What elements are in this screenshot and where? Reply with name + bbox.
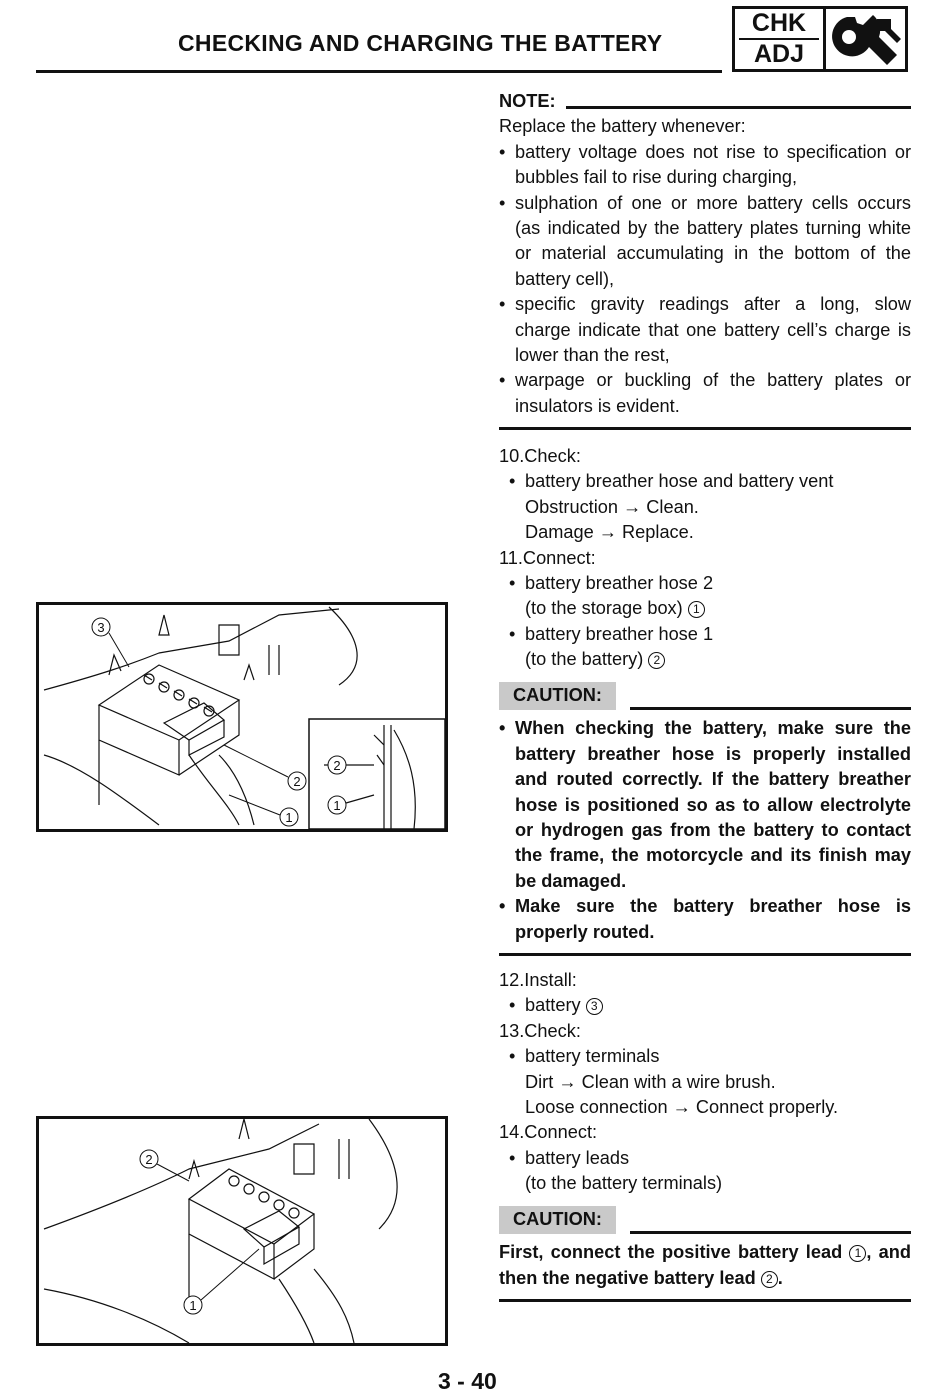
note-item: • specific gravity readings after a long, slow charge indicate that one battery cell’s charge is lower than the rest, (499, 292, 911, 368)
step-13-title: 13.Check: (499, 1020, 581, 1041)
note-end-rule (499, 427, 911, 430)
steps-10-11 (499, 444, 911, 673)
callout-ref: 2 (761, 1271, 778, 1288)
step-10-line: Obstruction → Clean. (525, 496, 699, 517)
note-item: • warpage or buckling of the battery plates or insulators is evident. (499, 368, 911, 419)
caution-item: • Make sure the battery breather hose is properly routed. (499, 894, 911, 945)
caution-item: • When checking the battery, make sure the battery breather hose is properly installed and routed correctly. If the battery breather hose is positioned so as to allow electrolyte or hydrogen gas from the battery to contact the frame, the motorcycle and its finish may be damaged. (499, 716, 911, 894)
figure-callout: 1 (189, 1298, 197, 1313)
steps-12-14 (499, 968, 911, 1197)
step-12-item (499, 993, 911, 1018)
caution-text-part: . (777, 1267, 783, 1288)
note-item: • sulphation of one or more battery cells occurs (as indicated by the battery plates turning white or material accumulating in the bottom of the battery cell), (499, 191, 911, 293)
step-12-title: 12.Install: (499, 970, 577, 990)
caution-label: CAUTION: (499, 1206, 616, 1234)
step-10-line: Damage → Replace. (525, 522, 694, 543)
figure-callout: 1 (333, 798, 341, 813)
caution-end-rule (499, 953, 911, 956)
section-badge (732, 6, 908, 72)
note-intro: Replace the battery whenever: (499, 116, 746, 137)
step-14-sub: (to the battery terminals) (525, 1173, 723, 1194)
step-12-item-text: battery (525, 995, 581, 1016)
caution-text (499, 1240, 911, 1291)
step-11-title: 11.Connect: (499, 547, 596, 568)
figure-callout: 2 (145, 1152, 153, 1167)
wrench-icon (827, 11, 905, 67)
caution-heading (499, 1206, 911, 1234)
step-11-sub (499, 596, 911, 621)
header-rule (36, 70, 722, 73)
figure-callout: 2 (293, 774, 301, 789)
caution-text-part: , and then the negative battery lead (499, 1242, 911, 1288)
badge-label (735, 9, 826, 69)
step-11-sub-text: (to the storage box) (525, 598, 683, 619)
badge-bottom-text: ADJ (753, 40, 804, 68)
page-number: 3 - 40 (438, 1368, 497, 1394)
step-14-title: 14.Connect: (499, 1122, 598, 1143)
caution-end-rule (499, 1299, 911, 1302)
step-11-item: • battery breather hose 2 (499, 571, 911, 596)
step-13-item: • battery terminals (499, 1044, 911, 1069)
callout-ref: 1 (849, 1245, 866, 1262)
callout-ref: 1 (688, 601, 705, 618)
figure-callout: 2 (333, 758, 341, 773)
step-10-title: 10.Check: (499, 446, 581, 466)
figure-battery-leads (36, 1116, 448, 1346)
figure-callout: 3 (97, 620, 105, 635)
battery-hose-illustration (39, 605, 445, 829)
caution-label: CAUTION: (499, 682, 616, 710)
caution-block-1 (499, 682, 911, 956)
note-item: • battery voltage does not rise to specification or bubbles fail to rise during charging, (499, 140, 911, 191)
step-13-line: Dirt → Clean with a wire brush. (525, 1071, 776, 1092)
note-block (499, 89, 911, 430)
figure-callout: 1 (285, 810, 293, 825)
step-11-sub (499, 647, 911, 672)
callout-ref: 3 (586, 998, 603, 1015)
page-title: CHECKING AND CHARGING THE BATTERY (178, 30, 663, 56)
step-13-line: Loose connection → Connect properly. (525, 1097, 839, 1118)
step-11-item: • battery breather hose 1 (499, 622, 911, 647)
battery-leads-illustration (39, 1119, 445, 1343)
figure-breather-hose (36, 602, 448, 832)
note-heading-text: NOTE: (499, 91, 556, 111)
callout-ref: 2 (648, 652, 665, 669)
badge-top-text: CHK (751, 9, 807, 37)
note-heading (499, 89, 911, 114)
step-10-item: • battery breather hose and battery vent (499, 469, 911, 494)
caution-heading (499, 682, 911, 710)
caution-text-part: First, connect the positive battery lead (499, 1242, 843, 1263)
step-11-sub-text: (to the battery) (525, 649, 644, 670)
step-14-item: • battery leads (499, 1146, 911, 1171)
caution-block-2 (499, 1206, 911, 1302)
